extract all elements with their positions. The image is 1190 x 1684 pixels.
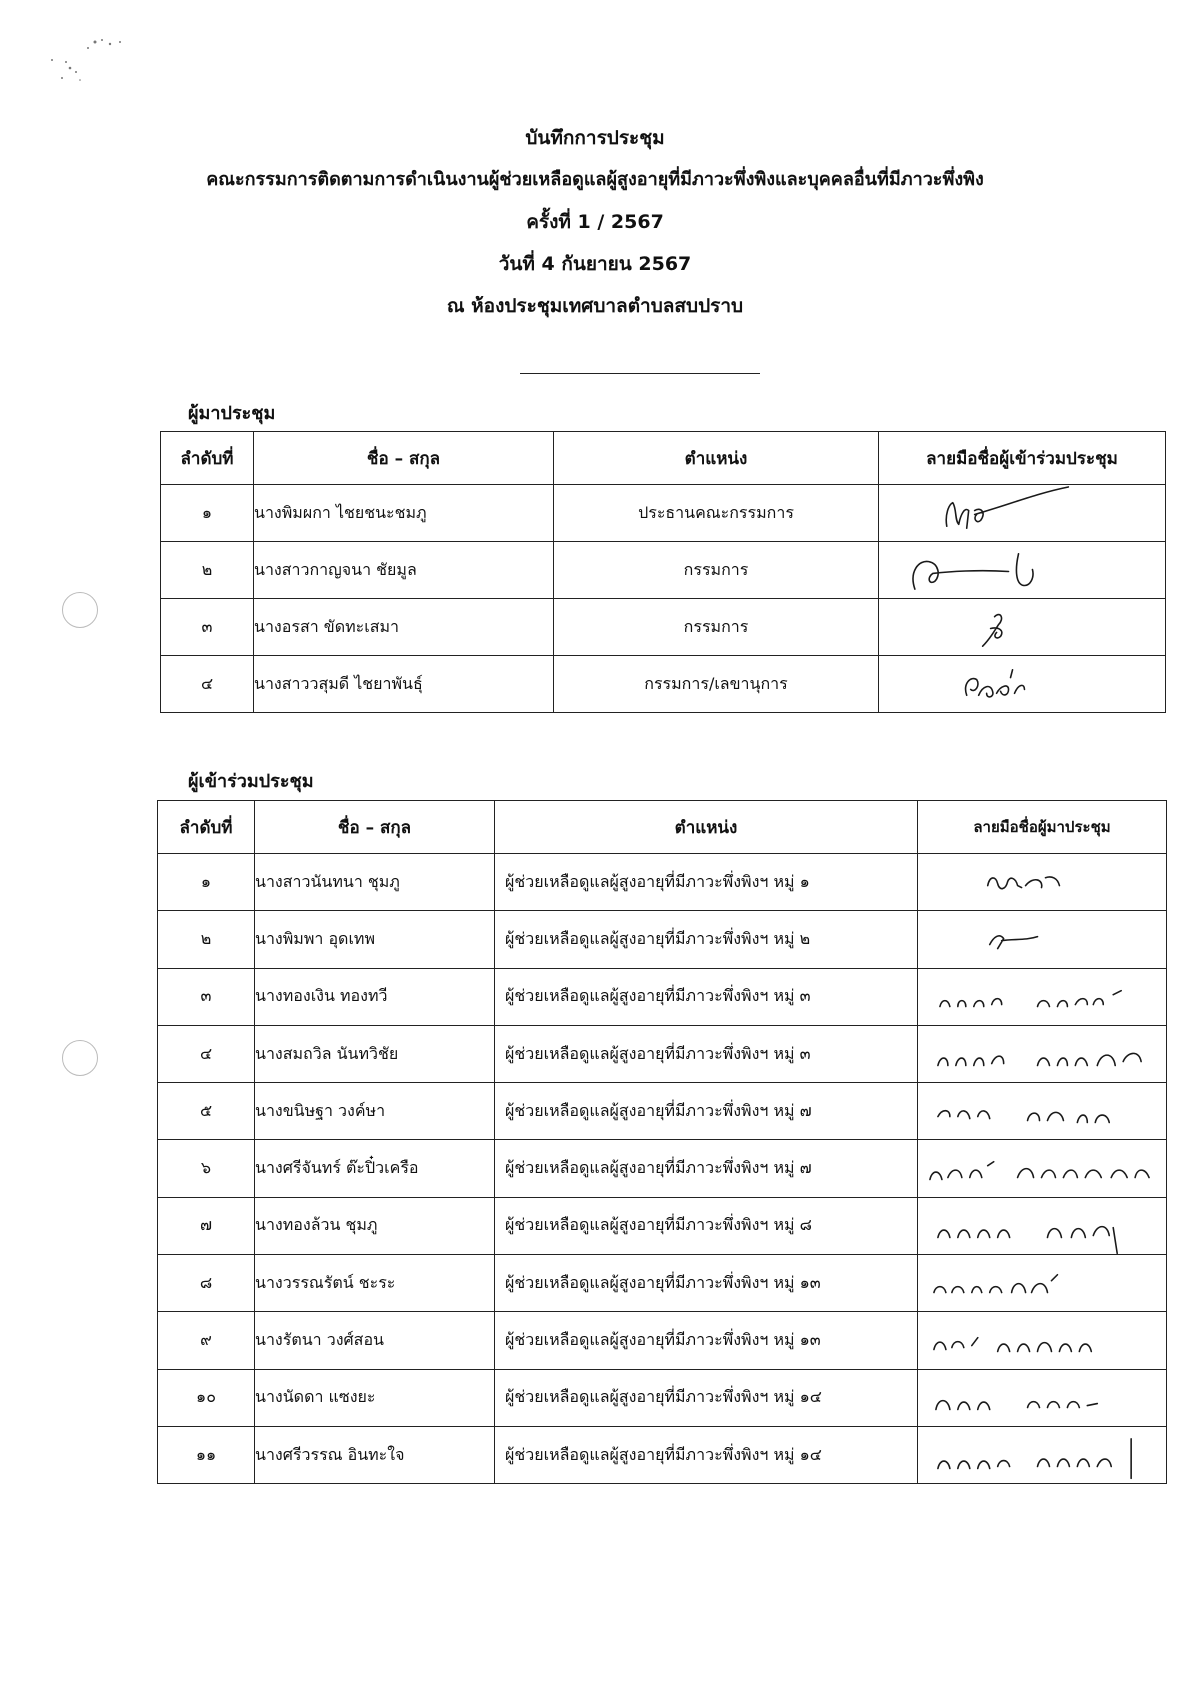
handwritten-signature (918, 911, 1166, 967)
row-name: นางสมถวิล นันทวิชัย (255, 1025, 495, 1082)
handwritten-signature (879, 656, 1165, 712)
participants-title: ผู้เข้าร่วมประชุม (188, 771, 314, 792)
row-position: ผู้ช่วยเหลือดูแลผู้สูงอายุที่มีภาวะพึ่งพิงฯ หมู่ ๓ (495, 968, 918, 1025)
signature-cell (879, 485, 1166, 542)
table-row (158, 968, 1167, 1025)
handwritten-signature (918, 854, 1166, 910)
row-number: ๒ (161, 542, 254, 599)
signature-cell (918, 1197, 1167, 1254)
handwritten-signature (918, 1312, 1166, 1368)
signature-cell (918, 1426, 1167, 1483)
session-number: ครั้งที่ 1 / 2567 (526, 211, 664, 233)
row-position: ผู้ช่วยเหลือดูแลผู้สูงอายุที่มีภาวะพึ่งพิงฯ หมู่ ๑๓ (495, 1255, 918, 1312)
handwritten-signature (918, 969, 1166, 1025)
table-row (158, 1025, 1167, 1082)
row-position: ผู้ช่วยเหลือดูแลผู้สูงอายุที่มีภาวะพึ่งพิงฯ หมู่ ๓ (495, 1025, 918, 1082)
handwritten-signature (879, 599, 1165, 655)
row-name: นางอรสา ขัดทะเสมา (254, 599, 554, 656)
row-number: ๑๑ (158, 1426, 255, 1483)
participants-table-body (158, 854, 1167, 1484)
row-number: ๓ (161, 599, 254, 656)
table-row (158, 1369, 1167, 1426)
row-name: นางศรีจันทร์ ต๊ะปิ๋วเครือ (255, 1140, 495, 1197)
signature-cell (918, 911, 1167, 968)
meeting-venue: ณ ห้องประชุมเทศบาลตำบลสบปราบ (446, 295, 744, 317)
row-position: ผู้ช่วยเหลือดูแลผู้สูงอายุที่มีภาวะพึ่งพิงฯ หมู่ ๒ (495, 911, 918, 968)
row-name: นางรัตนา วงศ์สอน (255, 1312, 495, 1369)
column-header-position: ตำแหน่ง (495, 801, 918, 854)
handwritten-signature (918, 1427, 1166, 1483)
row-position: ผู้ช่วยเหลือดูแลผู้สูงอายุที่มีภาวะพึ่งพิงฯ หมู่ ๗ (495, 1083, 918, 1140)
row-name: นางศรีวรรณ อินทะใจ (255, 1426, 495, 1483)
signature-cell (918, 968, 1167, 1025)
signature-cell (918, 1025, 1167, 1082)
row-position: ผู้ช่วยเหลือดูแลผู้สูงอายุที่มีภาวะพึ่งพิงฯ หมู่ ๑๓ (495, 1312, 918, 1369)
row-position: ผู้ช่วยเหลือดูแลผู้สูงอายุที่มีภาวะพึ่งพิงฯ หมู่ ๑ (495, 854, 918, 911)
column-header-name: ชื่อ – สกุล (254, 432, 554, 485)
document-title: บันทึกการประชุม (525, 127, 665, 149)
table-row (158, 911, 1167, 968)
row-number: ๕ (158, 1083, 255, 1140)
handwritten-signature (879, 542, 1165, 598)
table-row (158, 1255, 1167, 1312)
row-name: นางสาวกาญจนา ชัยมูล (254, 542, 554, 599)
column-header-position: ตำแหน่ง (554, 432, 879, 485)
row-position: กรรมการ (554, 599, 879, 656)
table-row (158, 1426, 1167, 1483)
row-name: นางขนิษฐา วงค์ษา (255, 1083, 495, 1140)
row-number: ๗ (158, 1197, 255, 1254)
signature-cell (918, 1369, 1167, 1426)
row-name: นางสาวนันทนา ชุมภู (255, 854, 495, 911)
row-number: ๖ (158, 1140, 255, 1197)
table-row (161, 485, 1166, 542)
handwritten-signature (918, 1140, 1166, 1196)
signature-cell (918, 1255, 1167, 1312)
committee-name: คณะกรรมการติดตามการดำเนินงานผู้ช่วยเหลือดูแลผู้สูงอายุที่มีภาวะพึ่งพิงและบุคคลอื่นที่มีภาวะพึ่งพิง (206, 169, 984, 190)
row-number: ๑๐ (158, 1369, 255, 1426)
table-row (161, 656, 1166, 713)
punch-hole (62, 592, 98, 628)
row-number: ๔ (158, 1025, 255, 1082)
column-header-order: ลำดับที่ (158, 801, 255, 854)
column-header-order: ลำดับที่ (161, 432, 254, 485)
row-position: กรรมการ (554, 542, 879, 599)
participants-table (157, 800, 1167, 1484)
row-name: นางนัดดา แซงยะ (255, 1369, 495, 1426)
handwritten-signature (918, 1026, 1166, 1082)
table-row (161, 599, 1166, 656)
table-row (158, 854, 1167, 911)
column-header-signature: ลายมือชื่อผู้มาประชุม (918, 801, 1167, 854)
row-position: ผู้ช่วยเหลือดูแลผู้สูงอายุที่มีภาวะพึ่งพิงฯ หมู่ ๘ (495, 1197, 918, 1254)
attendees-title: ผู้มาประชุม (188, 403, 276, 424)
row-number: ๑ (158, 854, 255, 911)
row-position: กรรมการ/เลขานุการ (554, 656, 879, 713)
handwritten-signature (879, 485, 1165, 541)
row-name: นางทองล้วน ชุมภู (255, 1197, 495, 1254)
signature-cell (918, 1140, 1167, 1197)
punch-hole (62, 1040, 98, 1076)
row-number: ๓ (158, 968, 255, 1025)
signature-cell (918, 1312, 1167, 1369)
signature-cell (879, 599, 1166, 656)
header-divider (520, 373, 760, 374)
row-name: นางพิมพา อุดเทพ (255, 911, 495, 968)
row-name: นางพิมผกา ไชยชนะชมภู (254, 485, 554, 542)
row-position: ผู้ช่วยเหลือดูแลผู้สูงอายุที่มีภาวะพึ่งพิงฯ หมู่ ๑๔ (495, 1426, 918, 1483)
table-row (158, 1140, 1167, 1197)
table-row (161, 542, 1166, 599)
signature-cell (918, 854, 1167, 911)
row-position: ประธานคณะกรรมการ (554, 485, 879, 542)
table-header-row (158, 801, 1167, 854)
row-position: ผู้ช่วยเหลือดูแลผู้สูงอายุที่มีภาวะพึ่งพิงฯ หมู่ ๗ (495, 1140, 918, 1197)
scan-speckle (40, 30, 150, 100)
signature-cell (879, 656, 1166, 713)
row-name: นางวรรณรัตน์ ชะระ (255, 1255, 495, 1312)
meeting-date: วันที่ 4 กันยายน 2567 (498, 253, 692, 275)
row-position: ผู้ช่วยเหลือดูแลผู้สูงอายุที่มีภาวะพึ่งพิงฯ หมู่ ๑๔ (495, 1369, 918, 1426)
table-row (158, 1083, 1167, 1140)
signature-cell (879, 542, 1166, 599)
handwritten-signature (918, 1255, 1166, 1311)
row-number: ๒ (158, 911, 255, 968)
row-number: ๔ (161, 656, 254, 713)
row-name: นางสาววสุมดี ไชยาพันธุ์ (254, 656, 554, 713)
table-row (158, 1197, 1167, 1254)
column-header-name: ชื่อ – สกุล (255, 801, 495, 854)
row-number: ๑ (161, 485, 254, 542)
table-row (158, 1312, 1167, 1369)
handwritten-signature (918, 1198, 1166, 1254)
document-header (0, 117, 1190, 327)
row-number: ๘ (158, 1255, 255, 1312)
handwritten-signature (918, 1370, 1166, 1426)
table-header-row (161, 432, 1166, 485)
handwritten-signature (918, 1083, 1166, 1139)
attendees-table (160, 431, 1166, 713)
row-name: นางทองเงิน ทองทวี (255, 968, 495, 1025)
row-number: ๙ (158, 1312, 255, 1369)
column-header-signature: ลายมือชื่อผู้เข้าร่วมประชุม (879, 432, 1166, 485)
signature-cell (918, 1083, 1167, 1140)
